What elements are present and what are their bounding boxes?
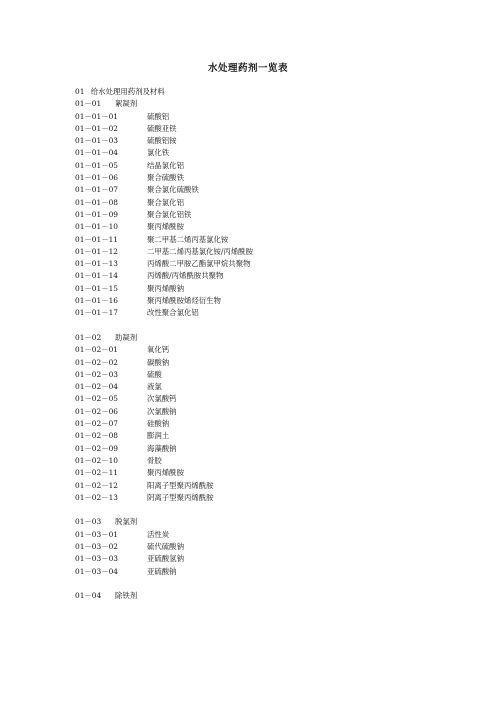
list-item [75,283,475,295]
subsection-heading [75,590,475,602]
list-item [75,492,475,504]
entry-code: 01－02－04 [75,382,118,392]
entry-name: 阴离子型聚丙烯酰胺 [147,492,214,502]
list-item [75,566,475,578]
list-item [75,430,475,442]
list-item [75,529,475,541]
entry-name: 聚合氯化铝铁 [147,209,192,219]
entry-name: 氯化铁 [147,148,170,158]
list-item [75,467,475,479]
list-item [75,295,475,307]
list-item [75,123,475,135]
entry-code: 01－02－09 [75,443,118,453]
entry-code: 01－02－13 [75,492,118,502]
entry-code: 01－03－01 [75,529,118,539]
entry-code: 01－03 [75,517,102,527]
list-item [75,172,475,184]
entry-name: 硫酸亚铁 [147,123,177,133]
entry-name: 聚丙烯酰胺烯烃衍生物 [147,296,221,306]
entry-code: 01－01－12 [75,246,118,256]
entry-name: 碳酸钠 [147,357,170,367]
entry-name: 氧化钙 [147,345,170,355]
list-item [75,234,475,246]
entry-code: 01－01－14 [75,271,118,281]
list-item [75,197,475,209]
section-spacer [75,320,475,332]
entry-code: 01－01－03 [75,136,118,146]
entry-code: 01－03－03 [75,554,118,564]
entry-name: 二甲基二烯丙基氯化铵/丙烯酰胺 [147,246,253,256]
subsection-heading [75,98,475,110]
list-item [75,258,475,270]
entry-name: 助凝剂 [115,332,138,342]
entry-code: 01－01－09 [75,209,118,219]
section-name: 给水处理用药剂及材料 [90,87,165,96]
entry-code: 01－03－02 [75,541,118,551]
section-spacer [75,504,475,516]
list-item [75,369,475,381]
list-item [75,111,475,123]
entry-code: 01－01－02 [75,123,118,133]
entry-name: 硫酸 [147,369,162,379]
entry-code: 01－01－16 [75,296,118,306]
subsection-heading [75,332,475,344]
entry-name: 聚丙烯酰胺 [147,222,184,232]
list-item [75,418,475,430]
list-item [75,135,475,147]
entry-name: 聚合氯化硫酸铁 [147,185,199,195]
entry-code: 01－01－04 [75,148,118,158]
entry-code: 01－01－06 [75,173,118,183]
entry-name: 亚硫酸氢钠 [147,554,184,564]
list-item [75,270,475,282]
entry-code: 01－02－10 [75,455,118,465]
entry-name: 骨胶 [147,455,162,465]
entry-name: 结晶氯化铝 [147,160,184,170]
entry-code: 01－02－01 [75,345,118,355]
entry-code: 01－02 [75,332,102,342]
entry-code: 01－01－13 [75,259,118,269]
entry-code: 01－01－15 [75,283,118,293]
entry-code: 01－02－08 [75,431,118,441]
list-item [75,221,475,233]
list-item [75,455,475,467]
list-item [75,357,475,369]
entry-code: 01－01－05 [75,160,118,170]
entry-code: 01－02－03 [75,369,118,379]
section-spacer [75,578,475,590]
list-item [75,344,475,356]
entry-code: 01－02－07 [75,419,118,429]
entry-code: 01－02－05 [75,394,118,404]
list-item [75,160,475,172]
entry-code: 01－01－08 [75,197,118,207]
section-code: 01 [75,87,85,96]
document-title: 水处理药剂一览表 [207,63,288,74]
list-item [75,246,475,258]
entry-name: 硅酸钠 [147,419,170,429]
list-item [75,541,475,553]
entry-name: 丙烯酸二甲胺乙酯氯甲烷共聚物 [147,259,251,269]
entry-code: 01－02－12 [75,480,118,490]
list-item [75,443,475,455]
entry-name: 亚硫酸钠 [147,566,177,576]
list-item [75,553,475,565]
list-item [75,381,475,393]
entry-name: 聚二甲基二烯丙基氯化铵 [147,234,229,244]
entry-code: 01－02－06 [75,406,118,416]
entry-name: 次氯酸钙 [147,394,177,404]
list-item [75,209,475,221]
entry-name: 海藻酸钠 [147,443,177,453]
entry-code: 01－02－11 [75,468,118,478]
list-item [75,393,475,405]
entry-name: 聚合硫酸铁 [147,173,184,183]
entry-code: 01－01 [75,99,102,109]
entry-name: 除铁剂 [115,591,138,601]
entry-name: 改性聚合氯化铝 [147,308,199,318]
entry-name: 硫酸铝铵 [147,136,177,146]
list-item [75,406,475,418]
entry-code: 01－01－11 [75,234,118,244]
entry-code: 01－01－17 [75,308,118,318]
entry-name: 硫酸铝 [147,111,170,121]
section-heading [75,86,475,98]
entry-code: 01－02－02 [75,357,118,367]
document-body [75,86,475,602]
entry-name: 絮凝剂 [115,99,138,109]
entry-name: 活性炭 [147,529,170,539]
entry-code: 01－04 [75,591,102,601]
entry-name: 聚丙烯酸钠 [147,283,184,293]
entry-name: 聚丙烯酰胺 [147,468,184,478]
entry-name: 聚合氯化铝 [147,197,184,207]
entry-code: 01－01－01 [75,111,118,121]
entry-code: 01－01－10 [75,222,118,232]
entry-name: 阳离子型聚丙烯酰胺 [147,480,214,490]
entry-name: 丙烯酸/丙烯酰胺共聚物 [147,271,224,281]
list-item [75,480,475,492]
entry-code: 01－01－07 [75,185,118,195]
entry-code: 01－03－04 [75,566,118,576]
entry-name: 液氯 [147,382,162,392]
list-item [75,184,475,196]
entry-name: 硫代硫酸钠 [147,541,184,551]
entry-name: 膨润土 [147,431,170,441]
list-item [75,147,475,159]
list-item [75,307,475,319]
entry-name: 次氯酸钠 [147,406,177,416]
subsection-heading [75,516,475,528]
entry-name: 脱氯剂 [115,517,138,527]
